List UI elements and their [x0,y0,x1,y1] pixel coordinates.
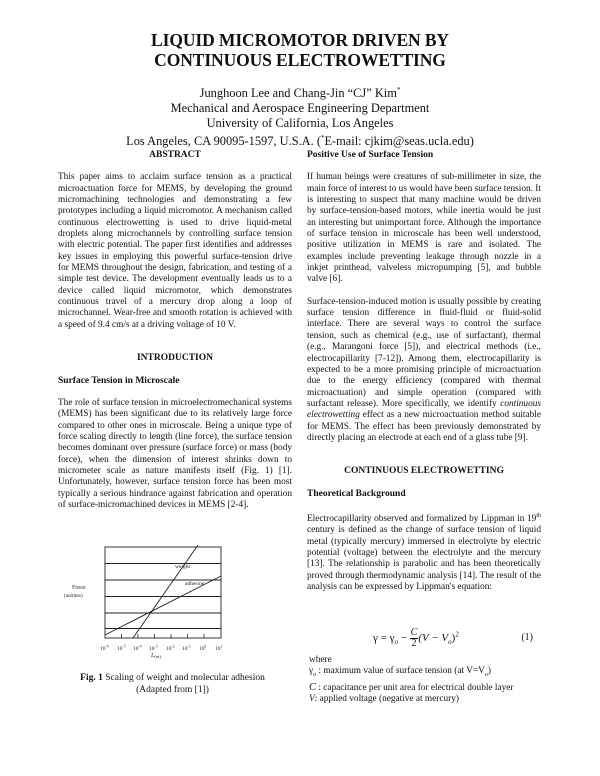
def2-symbol: C [309,681,317,693]
continuous-electrowetting-heading: CONTINUOUS ELECTROWETTING [344,466,504,477]
left-column [58,150,292,511]
author-names [0,83,600,101]
subsection-text: The role of surface tension in microelectromechanical systems (MEMS) has been significant due to its relatively large force compared to other ones in microscale. Being a unique type of force scaling directly to length (line force), the surface tension becomes dominant over pressure (surface force) or mass (body force), when the dimension of interest shrinks down to micrometer scale as nature manifests itself (Fig. 1) [1]. Unfortunately, however, surface tension force has been most typically a serious hindrance against fabrication and operation of surface-micromachined devices in MEMS [2-4]. [58,397,292,510]
eq-lhs: γ = γ [373,632,395,645]
where-label: where [309,655,332,665]
chart-frame [105,547,221,638]
svg-text:10-6: $10^{-6}$ [100,644,109,652]
y-axis-label: Force [72,585,86,591]
def3-symbol: V [309,694,315,705]
adhesion-label: adhesion [185,581,205,587]
svg-text:10-3: $10^{-3}$ [149,644,158,652]
def1-symbol: γ [309,666,314,677]
theory-text-a: Electrocapillarity observed and formalized by Lippman in 19 [307,514,537,525]
svg-text:10-5: $10^{-5}$ [117,644,126,652]
affiliation-dept: Mechanical and Aerospace Engineering Department [170,101,430,116]
caption-label: Fig. 1 [80,673,103,683]
address-email: E-mail: cjkim@seas.ucla.edu) [324,134,474,149]
caption-text: Scaling of weight and molecular adhesion [102,673,265,683]
eq-minus: − [397,632,410,645]
abstract-heading: ABSTRACT [149,150,201,160]
positive-use-heading: Positive Use of Surface Tension [307,150,434,160]
paper-title [0,30,600,70]
author-mark: * [396,86,401,94]
eq-power: 2 [455,630,459,639]
author-block [0,83,600,149]
address-line [0,131,600,149]
p2-text-a: Surface-tension-induced motion is usually possible by creating surface tension difference in fluid-fluid or fluid-solid interface. There are several ways to control the surface tension, such as chemical (e.g., use of surfactant), thermal (e.g., Marangoni force [5]), and electrical methods (i.e., electrocapillarity [7-12]). Among them, electrocapillarity is expected to be a more promising principle of microactuation due to the energy efficiency (compared with thermal microactuation) and simple operation (compared with surfactant release). More specifically, we identify [307,296,541,409]
eq-rhs: (V − V [418,632,449,645]
svg-text:101: $10^1$ [215,644,223,652]
eq-rhs-sub: o [448,638,452,647]
weight-label: weight [175,564,190,570]
def1-sub-2: o [484,672,488,679]
positive-use-paragraph-1: If human beings were creatures of sub-millimeter in size, the main force of interest to us would have been surface tension. It is interesting to suspect that many machine would be driven by surface-tension-based motors, while inertia would be just an interesting but unimportant force. Although the importance of surface tension in microscale has been well understood, positive utilization in MEMS is rare and isolated. The examples include preventing leakage through nozzle in a inkjet printhead, valveless micropumping [5], and bubble valve [6]. [307,172,541,285]
eq-denominator: 2 [411,638,417,649]
positive-use-paragraph-2 [307,297,541,444]
eq-sub: o [394,638,398,647]
def3-text: : applied voltage (negative at mercury) [314,694,459,705]
svg-text:10-2: $10^{-2}$ [166,644,175,652]
def2-text: : capacitance per unit area for electrical double layer [316,682,514,693]
x-axis-label: L(m) [151,653,161,659]
eq-numerator: C [410,627,418,638]
caption-line-1 [55,673,290,685]
title-line-1: LIQUID MICROMOTOR DRIVEN BY [151,30,449,50]
figure-caption [55,673,290,696]
intro-heading: INTRODUCTION [136,353,213,364]
theory-paragraph [307,511,541,594]
right-column [307,150,541,593]
def1-sub: o [313,672,317,679]
title-line-2: CONTINUOUS ELECTROWETTING [154,50,446,70]
equation-body [373,628,459,649]
lippman-equation [307,626,541,650]
authors-text: Junghoon Lee and Chang-Jin “CJ” Kim [199,86,397,101]
def1-end: ) [487,666,491,677]
affiliation-univ: University of California, Los Angeles [206,116,394,131]
svg-text:10-4: $10^{-4}$ [133,644,142,652]
svg-text:10-1: $10^{-1}$ [182,644,191,652]
equation-number: (1) [521,632,533,643]
definition-gamma [309,666,549,681]
x-tick-labels [100,645,223,653]
subsection-heading: Surface Tension in Microscale [58,375,180,386]
address-mark: * [320,134,325,143]
definition-c [309,682,549,694]
p2-emphasis: continuous electrowetting [307,398,541,421]
weight-series-line [133,545,198,638]
definition-v [309,694,549,705]
address-prefix: Los Angeles, CA 90095-1597, U.S.A. ( [126,134,321,149]
y-axis-unit: (unitless) [64,594,83,599]
theory-sup: th [536,512,541,519]
equation-definitions [309,655,549,705]
abstract-text: This paper aims to acclaim surface tension as a practical microactuation force for MEMS, by developing the ground micromachining technologies and demonstrating a few prototypes including a liquid micromotor. A mechanism called continuous electrowetting is used to drive liquid-metal droplets along microchannels by controlling surface tension with electric potential. The paper first identifies and addresses key issues in employing this powerful surface-tension drive for MEMS throughout the design, fabrication, and testing of a simple test device. The development eventually leads us to a device called liquid micromotor, which demonstrates continuous travel of a mercury drop along a loop of microchannel. Wear-free and smooth rotation is achieved with a speed of 9.4 cm/s at a driving voltage of 10 V. [58,172,292,330]
def1-text: : maximum value of surface tension (at V=V [316,666,485,677]
eq-close: ) [451,632,456,645]
theory-text-b: century is defined as the change of surface tension of liquid metal (typically mercury) immersed in electrolyte by electric potential (voltage) between the electrolyte and the mercury [13]. The relationship is parabolic and has been theoretically proved through thermodynamic analysis [14]. The result of the analysis can be expressed by Lippman's equation: [307,525,541,593]
caption-line-2: (Adapted from [1]) [136,684,209,695]
svg-text:100: $10^0$ [199,644,207,652]
figure-1-chart [62,540,282,659]
p2-text-b: effect as a new microactuation method suitable for MEMS. The effect has been previously demonstrated by directly placing an electrode at each end of a glass tube [9]. [307,410,541,443]
theoretical-background-heading: Theoretical Background [307,488,406,499]
